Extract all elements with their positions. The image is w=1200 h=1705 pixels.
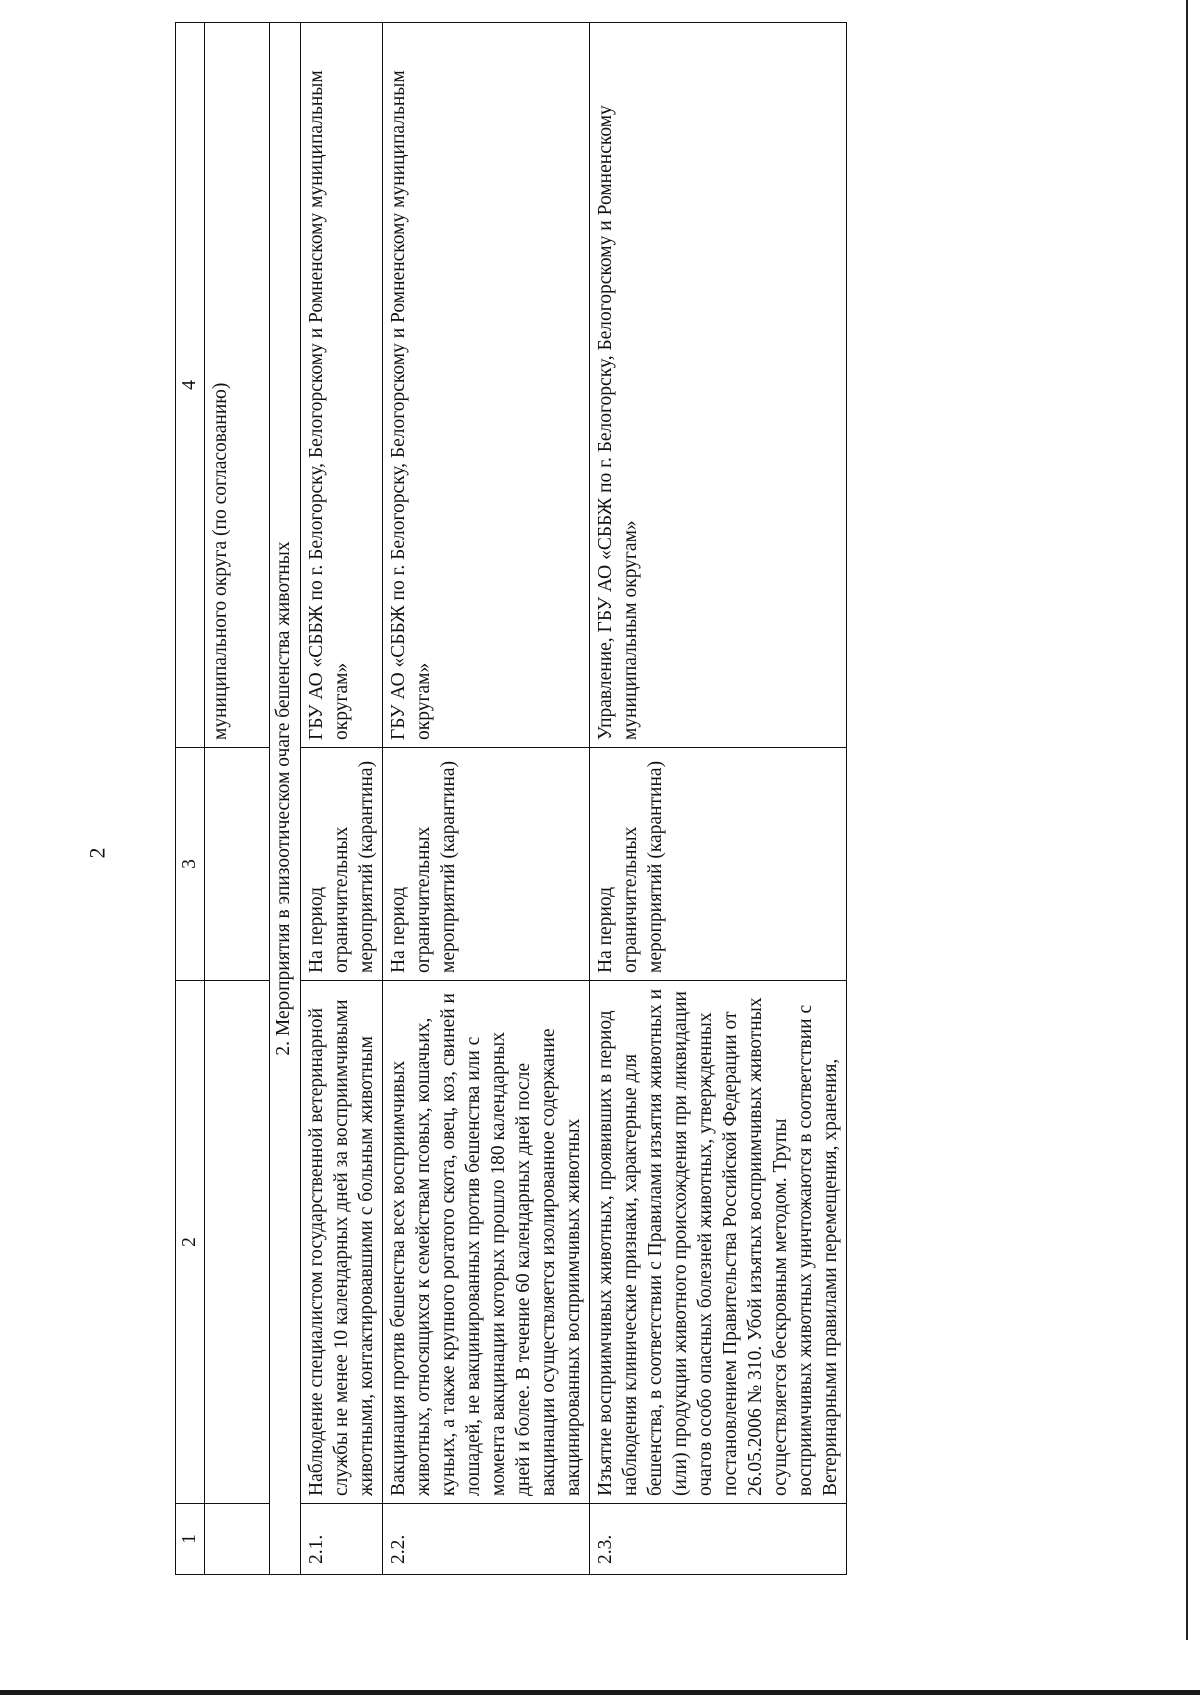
cont-col-4: муниципального округа (по согласованию) [205,23,270,748]
cont-col-3 [205,748,270,981]
row-term: На период ограничительных мероприятий (карантина) [590,748,847,981]
row-responsible: ГБУ АО «СББЖ по г. Белогорску, Белогорскому и Ромненскому муниципальным округам» [383,23,590,748]
header-col-1: 1 [176,1504,205,1575]
header-col-3: 3 [176,748,205,981]
row-measure: Наблюдение специалистом государственной ветеринарной службы не менее 10 календарных дней за восприимчивыми животными, контактировавшими с больным животным [301,981,383,1504]
row-number: 2.3. [590,1504,847,1575]
rotated-document [175,70,1145,1575]
table-header-row [176,23,205,1575]
header-col-4: 4 [176,23,205,748]
row-term: На период ограничительных мероприятий (карантина) [383,748,590,981]
measures-table [175,22,847,1575]
row-responsible: ГБУ АО «СББЖ по г. Белогорску, Белогорскому и Ромненскому муниципальным округам» [301,23,383,748]
section-row [270,23,301,1575]
row-number: 2.2. [383,1504,590,1575]
row-term: На период ограничительных мероприятий (карантина) [301,748,383,981]
cont-col-2 [205,981,270,1504]
row-measure: Вакцинация против бешенства всех восприимчивых животных, относящихся к семействам псовых, кошачьих, куньих, а также крупного рогатого скота, овец, коз, свиней и лошадей, не вакцинированных против бешенства или с момента вакцинации которых прошло 180 календарных дней и более. В течение 60 календарных дней после вакцинации осуществляется изолированное содержание вакцинированных восприимчивых животных [383,981,590,1504]
row-responsible: Управление, ГБУ АО «СББЖ по г. Белогорску, Белогорскому и Ромненскому муниципальным округам» [590,23,847,748]
table-row [383,23,590,1575]
section-title: 2. Мероприятия в эпизоотическом очаге бешенства животных [270,23,301,1575]
header-col-2: 2 [176,981,205,1504]
row-number: 2.1. [301,1504,383,1575]
table-row [590,23,847,1575]
scan-right-edge [1186,0,1188,1640]
scan-bottom-edge [0,1690,1200,1695]
page-number: 2 [84,847,110,859]
table-row [301,23,383,1575]
row-measure: Изъятие восприимчивых животных, проявивших в период наблюдения клинические признаки, характерные для бешенства, в соответствии с Правилами изъятия животных и (или) продукции животного происхождения при ликвидации очагов особо опасных болезней животных, утвержденных постановлением Правительства Российской Федерации от 26.05.2006 № 310. Убой изъятых восприимчивых животных осуществляется бескровным методом. Трупы восприимчивых животных уничтожаются в соответствии с Ветеринарными правилами перемещения, хранения, [590,981,847,1504]
cont-col-1 [205,1504,270,1575]
continuation-row [205,23,270,1575]
